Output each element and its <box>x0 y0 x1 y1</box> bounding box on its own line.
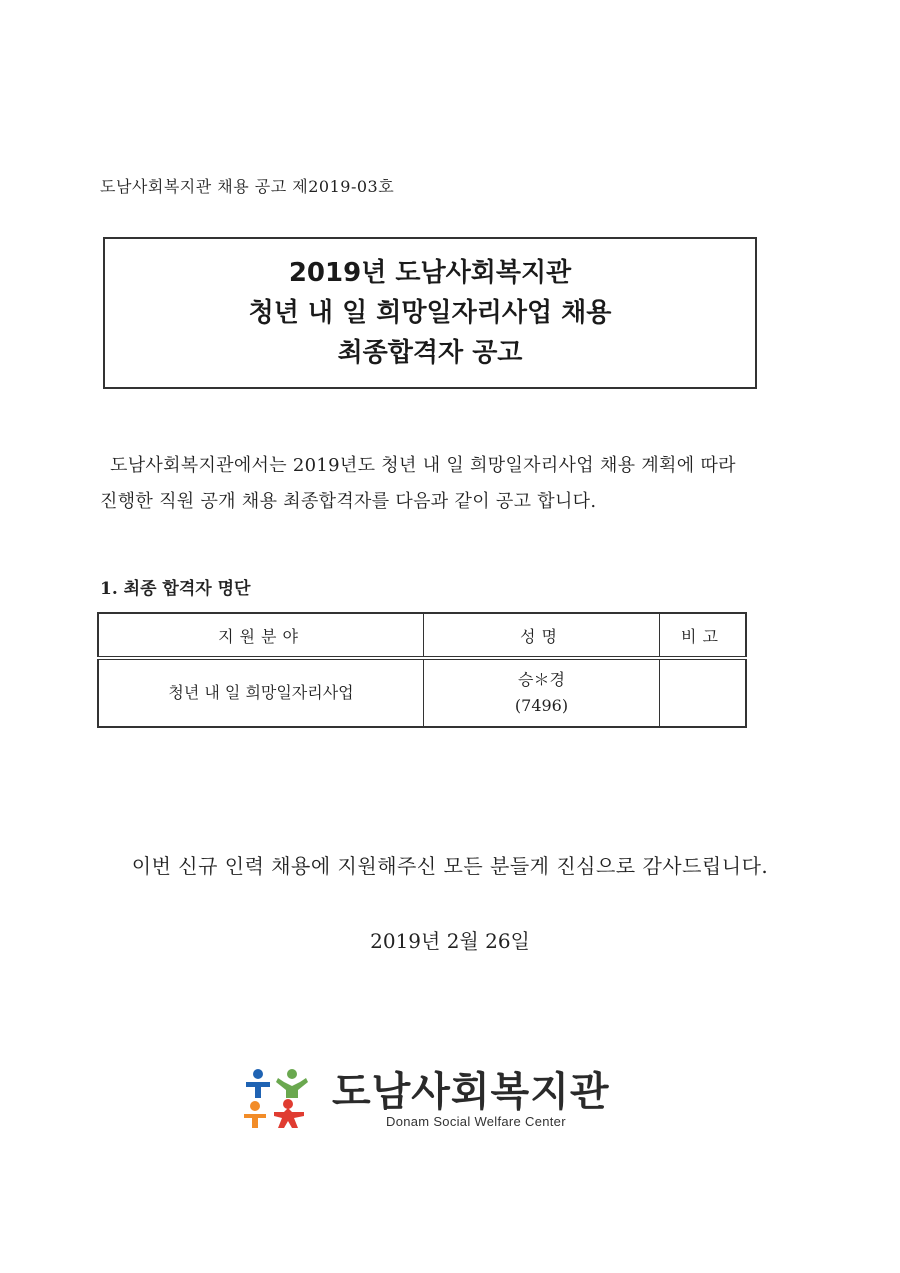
candidate-name: 승＊경 <box>518 670 565 689</box>
title-line-3: 최종합격자 공고 <box>337 338 523 368</box>
successful-candidates-table-wrapper <box>97 612 747 728</box>
announcement-date: 2019년 2월 26일 <box>370 929 530 953</box>
people-logo-icon <box>244 1068 314 1130</box>
title-box <box>103 237 757 389</box>
notice-reference-number: 도남사회복지관 채용 공고 제2019-03호 <box>100 177 395 196</box>
title-line-2: 청년 내 일 희망일자리사업 채용 <box>248 298 612 328</box>
title-line-1: 2019년 도남사회복지관 <box>288 258 572 288</box>
intro-line-1: 도남사회복지관에서는 2019년도 청년 내 일 희망일자리사업 채용 계획에 따라 <box>110 455 736 476</box>
cell-name <box>424 658 660 727</box>
logo-english-name: Donam Social Welfare Center <box>386 1114 566 1129</box>
header-field: 지원분야 <box>98 613 424 658</box>
cell-note <box>660 658 747 727</box>
intro-line-2: 진행한 직원 공개 채용 최종합격자를 다음과 같이 공고 합니다. <box>100 491 597 512</box>
intro-paragraph <box>100 448 820 520</box>
successful-candidates-table <box>97 612 747 728</box>
table-header-row <box>98 613 746 658</box>
thanks-message: 이번 신규 인력 채용에 지원해주신 모든 분들게 진심으로 감사드립니다. <box>131 854 769 878</box>
header-name: 성명 <box>424 613 660 658</box>
cell-field: 청년 내 일 희망일자리사업 <box>98 658 424 727</box>
organization-logo <box>244 1068 664 1138</box>
section-heading: 1. 최종 합격자 명단 <box>100 579 251 599</box>
candidate-code: (7496) <box>514 696 569 715</box>
header-note: 비고 <box>660 613 747 658</box>
table-row <box>98 658 746 727</box>
logo-organization-name: 도남사회복지관 <box>332 1069 610 1115</box>
